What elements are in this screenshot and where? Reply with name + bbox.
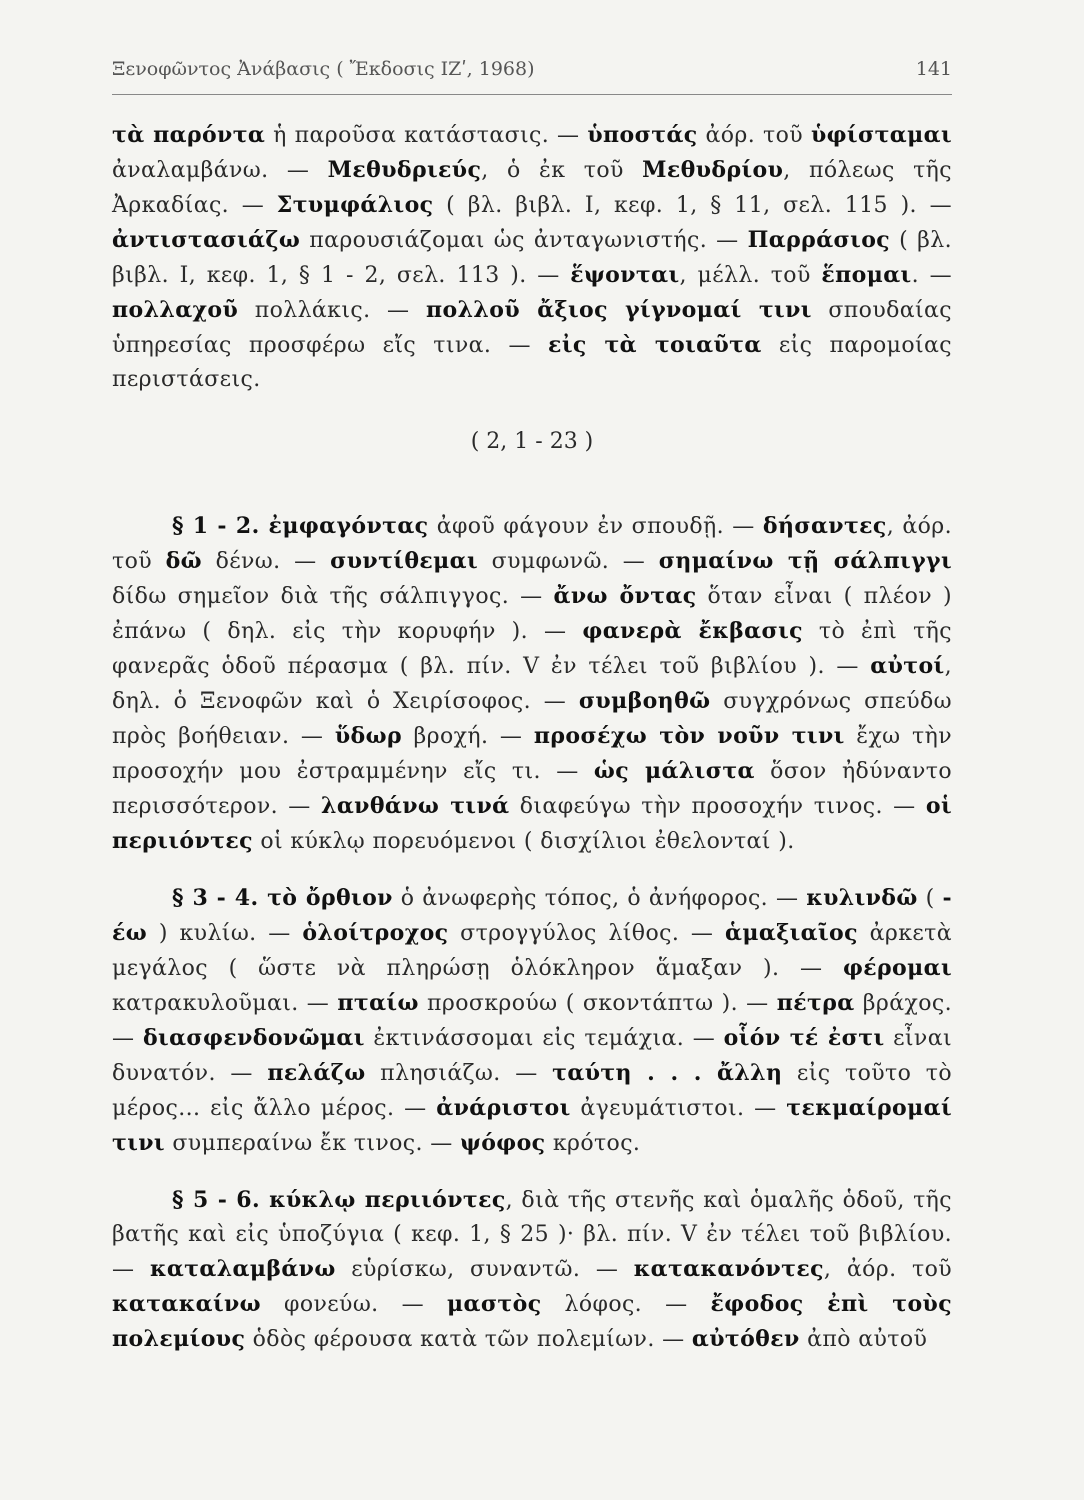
- gloss-text: ἀρκετὰ μεγάλος ( ὥστε νὰ πληρώσῃ ὁλόκληρον ἅμαξαν ). —: [112, 921, 953, 981]
- gloss-text: ἀγευμάτιστοι. —: [570, 1096, 787, 1121]
- gloss-text: εἰς τοῦτο τὸ μέρος... εἰς ἄλλο μέρος. —: [112, 1061, 952, 1121]
- gloss-text: συγχρόνως σπεύδω πρὸς βοήθειαν. —: [112, 689, 952, 749]
- section-heading: ( 2, 1 - 23 ): [470, 429, 594, 454]
- headword: συντίθεμαι: [330, 548, 479, 574]
- headword: ἕπομαι: [821, 262, 912, 288]
- headword: Στυμφάλιος: [276, 192, 434, 218]
- gloss-text: ὁ ἀνωφερὴς τόπος, ὁ ἀνήφορος. —: [392, 886, 807, 911]
- gloss-text: βράχος. —: [112, 991, 952, 1051]
- gloss-text: φονεύω. —: [261, 1292, 447, 1317]
- gloss-text: ἐκτινάσσομαι εἰς τεμάχια. —: [364, 1026, 724, 1051]
- headword: φέρομαι: [842, 955, 952, 981]
- headword: οἱ περιιόντες: [112, 793, 953, 854]
- headword: δῶ: [165, 548, 202, 574]
- headword: τὸ ὄρθιον: [258, 885, 393, 911]
- gloss-text: εὑρίσκω, συναντῶ. —: [335, 1257, 634, 1282]
- headword: ὕδωρ: [334, 723, 402, 749]
- headword: ἄνω ὄντας: [553, 583, 697, 609]
- text-body: [112, 118, 952, 1357]
- headword: ἔφοδος ἐπὶ τοὺς πολεμίους: [112, 1291, 952, 1352]
- gloss-text: κρότος.: [545, 1131, 641, 1156]
- gloss-text: ὁδὸς φέρουσα κατὰ τῶν πολεμίων. —: [245, 1327, 692, 1352]
- section-number: § 3 - 4.: [172, 885, 259, 911]
- headword: ὑποστάς: [587, 122, 698, 148]
- headword: -έω: [112, 885, 952, 946]
- headword: συμβοηθῶ: [578, 688, 711, 714]
- gloss-text: συμπεραίνω ἔκ τινος. —: [164, 1131, 461, 1156]
- gloss-text: , ἀόρ. τοῦ: [112, 514, 952, 574]
- gloss-text: λόφος. —: [541, 1292, 711, 1317]
- header-rule: [112, 94, 952, 95]
- gloss-text: προσκρούω ( σκοντάπτω ). —: [418, 991, 777, 1016]
- gloss-text: στρογγύλος λίθος. —: [448, 921, 726, 946]
- headword: πέτρα: [776, 990, 855, 1016]
- headword: εἰς τὰ τοιαῦτα: [548, 332, 762, 358]
- gloss-text: ἀφοῦ φάγουν ἐν σπουδῇ. —: [428, 514, 763, 539]
- intro-paragraph: [112, 118, 952, 397]
- headword: μαστὸς: [446, 1291, 542, 1317]
- headword: κατακανόντες: [633, 1256, 824, 1282]
- headword: σημαίνω τῇ σάλπιγγι: [658, 548, 952, 574]
- headword: ταύτη . . . ἄλλη: [552, 1060, 783, 1086]
- running-header: [112, 58, 952, 80]
- headword: τὰ παρόντα: [112, 122, 266, 148]
- headword: δήσαντες: [762, 513, 887, 539]
- headword: αὐτόθεν: [691, 1326, 800, 1352]
- gloss-text: εἶναι δυνατόν. —: [112, 1026, 952, 1086]
- gloss-text: (: [917, 886, 943, 911]
- headword: τεκμαίρομαί τινι: [112, 1095, 953, 1156]
- headword: πταίω: [337, 990, 419, 1016]
- gloss-text: ἀόρ. τοῦ: [697, 123, 811, 148]
- gloss-text: . —: [911, 263, 952, 288]
- headword: ὁλοίτροχος: [302, 920, 449, 946]
- running-title: Ξενοφῶντος Ἀνάβασις ( Ἔκδοσις ΙΖʹ, 1968): [112, 58, 535, 80]
- headword: διασφενδονῶμαι: [142, 1025, 365, 1051]
- headword: αὐτοί: [870, 653, 945, 679]
- headword: πολλοῦ ἄξιος γίγνομαί τινι: [426, 297, 812, 323]
- headword: ὡς μάλιστα: [593, 758, 755, 784]
- gloss-text: , δηλ. ὁ Ξενοφῶν καὶ ὁ Χειρίσοφος. —: [112, 654, 952, 714]
- gloss-text: ἀναλαμβάνω. —: [112, 158, 328, 183]
- gloss-text: , ἀόρ. τοῦ: [823, 1257, 952, 1282]
- gloss-text: παρουσιάζομαι ὡς ἀνταγωνιστής. —: [300, 228, 748, 253]
- gloss-text: δένω. —: [202, 549, 331, 574]
- gloss-text: ὅσον ἠδύναντο περισσότερον. —: [112, 759, 952, 819]
- gloss-text: , ὁ ἐκ τοῦ: [481, 158, 643, 183]
- headword: καταλαμβάνω: [149, 1256, 336, 1282]
- gloss-text: ἀπὸ αὐτοῦ: [799, 1327, 928, 1352]
- gloss-text: οἱ κύκλῳ πορευόμενοι ( δισχίλιοι ἐθελονταί ).: [252, 829, 795, 854]
- headword: Μεθυδρίου: [642, 157, 784, 183]
- gloss-text: κατρακυλοῦμαι. —: [112, 991, 338, 1016]
- gloss-text: ἡ παροῦσα κατάστασις. —: [265, 123, 588, 148]
- headword: ψόφος: [460, 1130, 546, 1156]
- headword: ἁμαξιαῖος: [725, 920, 858, 946]
- glossary-paragraphs: [112, 509, 952, 1357]
- section-number: § 1 - 2.: [172, 513, 260, 539]
- headword: Μεθυδριεύς: [327, 157, 482, 183]
- gloss-text: ( βλ. βιβλ. I, κεφ. 1, § 11, σελ. 115 ). —: [433, 193, 952, 218]
- page-number: 141: [915, 58, 952, 80]
- gloss-text: σπουδαίας ὑπηρεσίας προσφέρω εἴς τινα. —: [112, 298, 952, 358]
- section-number: § 5 - 6.: [172, 1187, 261, 1213]
- gloss-text: ) κυλίω. —: [147, 921, 303, 946]
- glossary-paragraph: [112, 881, 952, 1161]
- gloss-text: ὅταν εἶναι ( πλέον ) ἐπάνω ( δηλ. εἰς τὴν κορυφήν ). —: [112, 584, 952, 644]
- gloss-text: ἔχω τὴν προσοχήν μου ἐστραμμένην εἴς τι. —: [112, 724, 952, 784]
- gloss-text: πολλάκις. —: [238, 298, 427, 323]
- headword: ὑφίσταμαι: [810, 122, 952, 148]
- gloss-text: πλησιάζω. —: [365, 1061, 553, 1086]
- gloss-text: τὸ ἐπὶ τῆς φανερᾶς ὁδοῦ πέρασμα ( βλ. πίν. V ἐν τέλει τοῦ βιβλίου ). —: [112, 619, 952, 679]
- headword: ἕψονται: [570, 262, 680, 288]
- gloss-text: , μέλλ. τοῦ: [679, 263, 822, 288]
- headword: πολλαχοῦ: [112, 297, 239, 323]
- glossary-paragraph: [112, 1183, 952, 1357]
- headword: ἀντιστασιάζω: [112, 227, 301, 253]
- gloss-text: ( βλ. βιβλ. I, κεφ. 1, § 1 - 2, σελ. 113 ). —: [112, 228, 952, 288]
- gloss-text: , διὰ τῆς στενῆς καὶ ὁμαλῆς ὁδοῦ, τῆς βατῆς καὶ εἰς ὑποζύγια ( κεφ. 1, § 25 )· βλ. πίν. V ἐν τέλει τοῦ βιβλίου. —: [112, 1188, 952, 1282]
- headword: κυλινδῶ: [806, 885, 918, 911]
- gloss-text: , πόλεως τῆς Ἀρκαδίας. —: [112, 158, 952, 218]
- headword: κατακαίνω: [112, 1291, 262, 1317]
- gloss-text: εἰς παρομοίας περιστάσεις.: [112, 333, 952, 392]
- headword: πελάζω: [267, 1060, 366, 1086]
- headword: κύκλῳ περιιόντες: [260, 1187, 506, 1213]
- headword: λανθάνω τινά: [321, 793, 510, 819]
- headword: φανερὰ ἔκβασις: [582, 618, 803, 644]
- headword: οἷόν τέ ἐστι: [723, 1025, 885, 1051]
- gloss-text: δίδω σημεῖον διὰ τῆς σάλπιγγος. —: [112, 584, 554, 609]
- glossary-paragraph: [112, 509, 952, 859]
- gloss-text: συμφωνῶ. —: [478, 549, 659, 574]
- headword: ἐμφαγόντας: [259, 513, 429, 539]
- headword: προσέχω τὸν νοῦν τινι: [533, 723, 845, 749]
- headword: ἀνάριστοι: [436, 1095, 571, 1121]
- headword: Παρράσιος: [747, 227, 891, 253]
- gloss-text: βροχή. —: [401, 724, 534, 749]
- gloss-text: διαφεύγω τὴν προσοχήν τινος. —: [509, 794, 926, 819]
